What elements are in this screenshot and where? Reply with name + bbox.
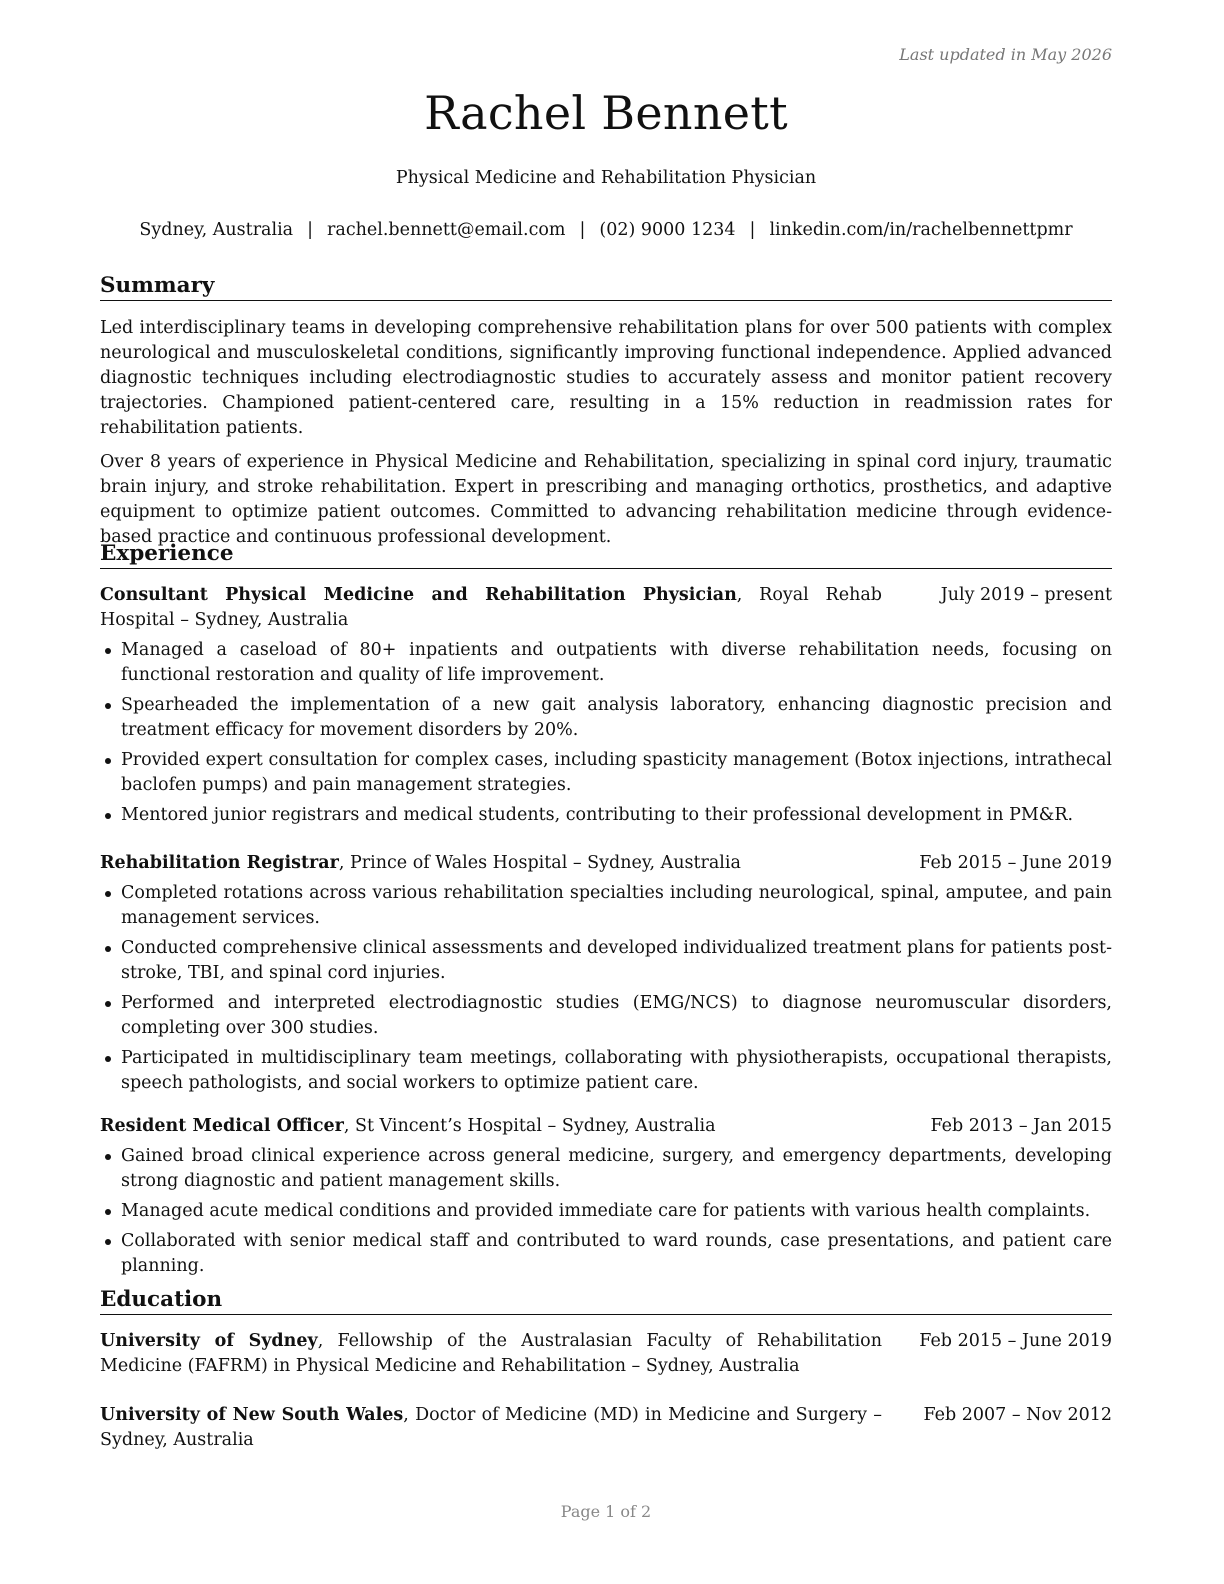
job-organization: , Royal Rehab Hospital – Sydney, Australia [100,585,882,630]
job-entry [100,851,1112,1096]
contact-location: Sydney, Australia [139,220,294,240]
education-entry [100,1403,1112,1453]
education-detail: , Doctor of Medicine (MD) in Medicine and Surgery – Sydney, Australia [100,1405,882,1450]
section-title-education: Education [100,1286,1112,1315]
job-bullet: Conducted comprehensive clinical assessments and developed individualized treatment plans for patients post-stroke, TBI, and spinal cord injuries. [100,936,1112,986]
job-organization: , Prince of Wales Hospital – Sydney, Australia [338,853,741,873]
job-bullets [100,638,1112,828]
job-header [100,583,1112,633]
contact-separator: | [307,220,314,240]
job-role: Consultant Physical Medicine and Rehabilitation Physician [100,585,737,605]
job-header [100,1114,1112,1139]
job-role: Resident Medical Officer [100,1116,344,1136]
education-school: University of New South Wales [100,1405,404,1425]
education-dates: Feb 2015 – June 2019 [919,1331,1112,1351]
education-section [100,1286,1112,1453]
job-bullet: Mentored junior registrars and medical students, contributing to their professional development in PM&R. [100,803,1112,828]
job-bullets [100,881,1112,1096]
education-school: University of Sydney [100,1331,318,1351]
candidate-name: Rachel Bennett [424,86,788,140]
job-bullet: Completed rotations across various rehabilitation specialties including neurological, spinal, amputee, and pain management services. [100,881,1112,931]
job-entry [100,583,1112,828]
job-bullet: Collaborated with senior medical staff and contributed to ward rounds, case presentations, and patient care planning. [100,1229,1112,1279]
page-number: Page 1 of 2 [560,1502,652,1521]
job-entry [100,1114,1112,1279]
experience-section [100,540,1112,1284]
section-title-summary: Summary [100,272,1112,301]
summary-section [100,272,1112,550]
job-organization: , St Vincent’s Hospital – Sydney, Australia [343,1116,716,1136]
education-dates: Feb 2007 – Nov 2012 [923,1405,1112,1425]
last-updated-note: Last updated in May 2026 [899,45,1112,64]
section-title-experience: Experience [100,540,1112,569]
candidate-headline: Physical Medicine and Rehabilitation Physician [395,168,817,188]
resume-page [100,0,1112,1584]
job-bullet: Managed a caseload of 80+ inpatients and outpatients with diverse rehabilitation needs, focusing on functional restoration and quality of life improvement. [100,638,1112,688]
job-role: Rehabilitation Registrar [100,853,339,873]
job-dates: July 2019 – present [940,585,1112,605]
contact-phone: (02) 9000 1234 [599,220,736,240]
job-bullet: Performed and interpreted electrodiagnostic studies (EMG/NCS) to diagnose neuromuscular disorders, completing over 300 studies. [100,991,1112,1041]
education-entry [100,1329,1112,1379]
contact-separator: | [579,220,586,240]
job-dates: Feb 2013 – Jan 2015 [930,1116,1112,1136]
contact-separator: | [749,220,756,240]
job-bullet: Participated in multidisciplinary team meetings, collaborating with physiotherapists, occupational therapists, speech pathologists, and social workers to optimize patient care. [100,1046,1112,1096]
job-bullet: Managed acute medical conditions and provided immediate care for patients with various health complaints. [100,1199,1112,1224]
job-bullet: Provided expert consultation for complex cases, including spasticity management (Botox injections, intrathecal baclofen pumps) and pain management strategies. [100,748,1112,798]
contact-line [100,220,1112,240]
summary-paragraph: Over 8 years of experience in Physical Medicine and Rehabilitation, specializing in spinal cord injury, traumatic brain injury, and stroke rehabilitation. Expert in prescribing and managing orthotics, prosthetics, and adaptive equipment to optimize patient outcomes. Committed to advancing rehabilitation medicine through evidence-based practice and continuous professional development. [100,452,1112,547]
job-bullet: Gained broad clinical experience across general medicine, surgery, and emergency departments, developing strong diagnostic and patient management skills. [100,1144,1112,1194]
job-header [100,851,1112,876]
job-bullet: Spearheaded the implementation of a new gait analysis laboratory, enhancing diagnostic precision and treatment efficacy for movement disorders by 20%. [100,693,1112,743]
education-detail: , Fellowship of the Australasian Faculty of Rehabilitation Medicine (FAFRM) in Physical Medicine and Rehabilitation – Sydney, Australia [100,1331,882,1376]
summary-paragraph: Led interdisciplinary teams in developing comprehensive rehabilitation plans for over 500 patients with complex neurological and musculoskeletal conditions, significantly improving functional independence. Applied advanced diagnostic techniques including electrodiagnostic studies to accurately assess and monitor patient recovery trajectories. Championed patient-centered care, resulting in a 15% reduction in readmission rates for rehabilitation patients. [100,318,1112,438]
contact-linkedin[interactable]: linkedin.com/in/rachelbennettpmr [769,220,1073,240]
contact-email[interactable]: rachel.bennett@email.com [327,220,566,240]
job-bullets [100,1144,1112,1279]
job-dates: Feb 2015 – June 2019 [919,853,1112,873]
